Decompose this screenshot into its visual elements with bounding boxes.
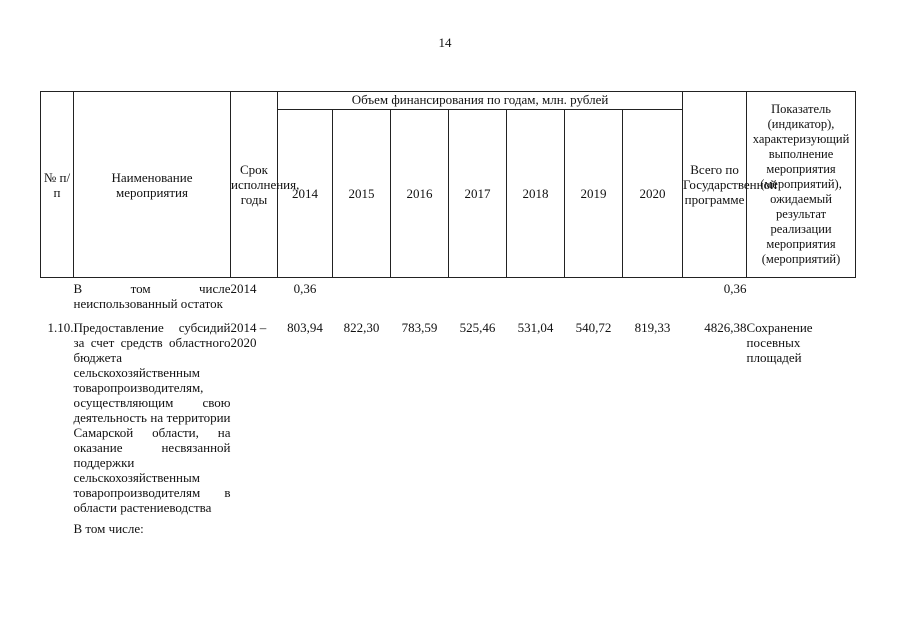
header-year: 2015 — [333, 110, 391, 278]
header-name: Наименование мероприятия — [74, 92, 231, 278]
row-total — [683, 515, 747, 536]
table-header — [41, 92, 856, 278]
row-value — [391, 278, 449, 312]
row-name: Предоставление субсидий за счет средств областного бюджета сельскохозяйственным товаропроизводителям, осуществляющим свою деятельность на территории Самарской области, на оказание несвязанной поддержки сельскохозяйственным товаропроизводителям в области растениеводства — [73, 320, 231, 515]
row-total: 0,36 — [723, 281, 747, 296]
row-value — [333, 278, 391, 312]
row-num: 1.10. — [47, 320, 74, 335]
header-year: 2020 — [623, 110, 683, 278]
row-value: 822,30 — [343, 320, 380, 335]
row-name: В том числе неиспользованный остаток — [73, 281, 231, 311]
table-row — [41, 278, 856, 312]
row-value — [333, 515, 391, 536]
row-value — [623, 278, 683, 312]
row-indicator: Сохранение посевных площадей — [746, 320, 813, 365]
row-num — [41, 515, 74, 536]
table-row — [41, 311, 856, 515]
row-value — [391, 515, 449, 536]
row-term: 2014 — [230, 281, 257, 296]
row-value: 783,59 — [401, 320, 438, 335]
row-value — [449, 515, 507, 536]
row-value: 525,46 — [459, 320, 496, 335]
row-value — [507, 278, 565, 312]
header-term: Срок исполнения, годы — [231, 92, 278, 278]
table-row — [41, 515, 856, 536]
row-num — [41, 278, 74, 312]
row-name: В том числе: — [73, 521, 144, 536]
header-num: № п/п — [41, 92, 74, 278]
row-total: 4826,38 — [704, 320, 747, 335]
funding-table — [40, 91, 856, 536]
row-value: 819,33 — [634, 320, 671, 335]
row-value: 531,04 — [517, 320, 554, 335]
header-year: 2014 — [278, 110, 333, 278]
row-value — [623, 515, 683, 536]
header-funding: Объем финансирования по годам, млн. рублей — [278, 92, 683, 110]
row-term: 2014 – 2020 — [230, 320, 267, 350]
row-indicator — [747, 278, 856, 312]
row-value — [565, 278, 623, 312]
row-value — [278, 515, 333, 536]
row-value: 540,72 — [575, 320, 612, 335]
row-value — [565, 515, 623, 536]
page-number: 14 — [438, 35, 452, 50]
row-value — [449, 278, 507, 312]
header-year: 2016 — [391, 110, 449, 278]
row-value: 803,94 — [287, 320, 323, 335]
header-indicator: Показатель (индикатор), характеризующий выполнение мероприятия (мероприятий), ожидаемый результат реализации мероприятия (мероприятий) — [747, 92, 856, 278]
header-year: 2018 — [507, 110, 565, 278]
row-term — [231, 515, 278, 536]
header-total: Всего по Государственной программе — [683, 92, 747, 278]
header-year: 2019 — [565, 110, 623, 278]
row-indicator — [747, 515, 856, 536]
header-year: 2017 — [449, 110, 507, 278]
row-value — [507, 515, 565, 536]
row-value: 0,36 — [293, 281, 317, 296]
